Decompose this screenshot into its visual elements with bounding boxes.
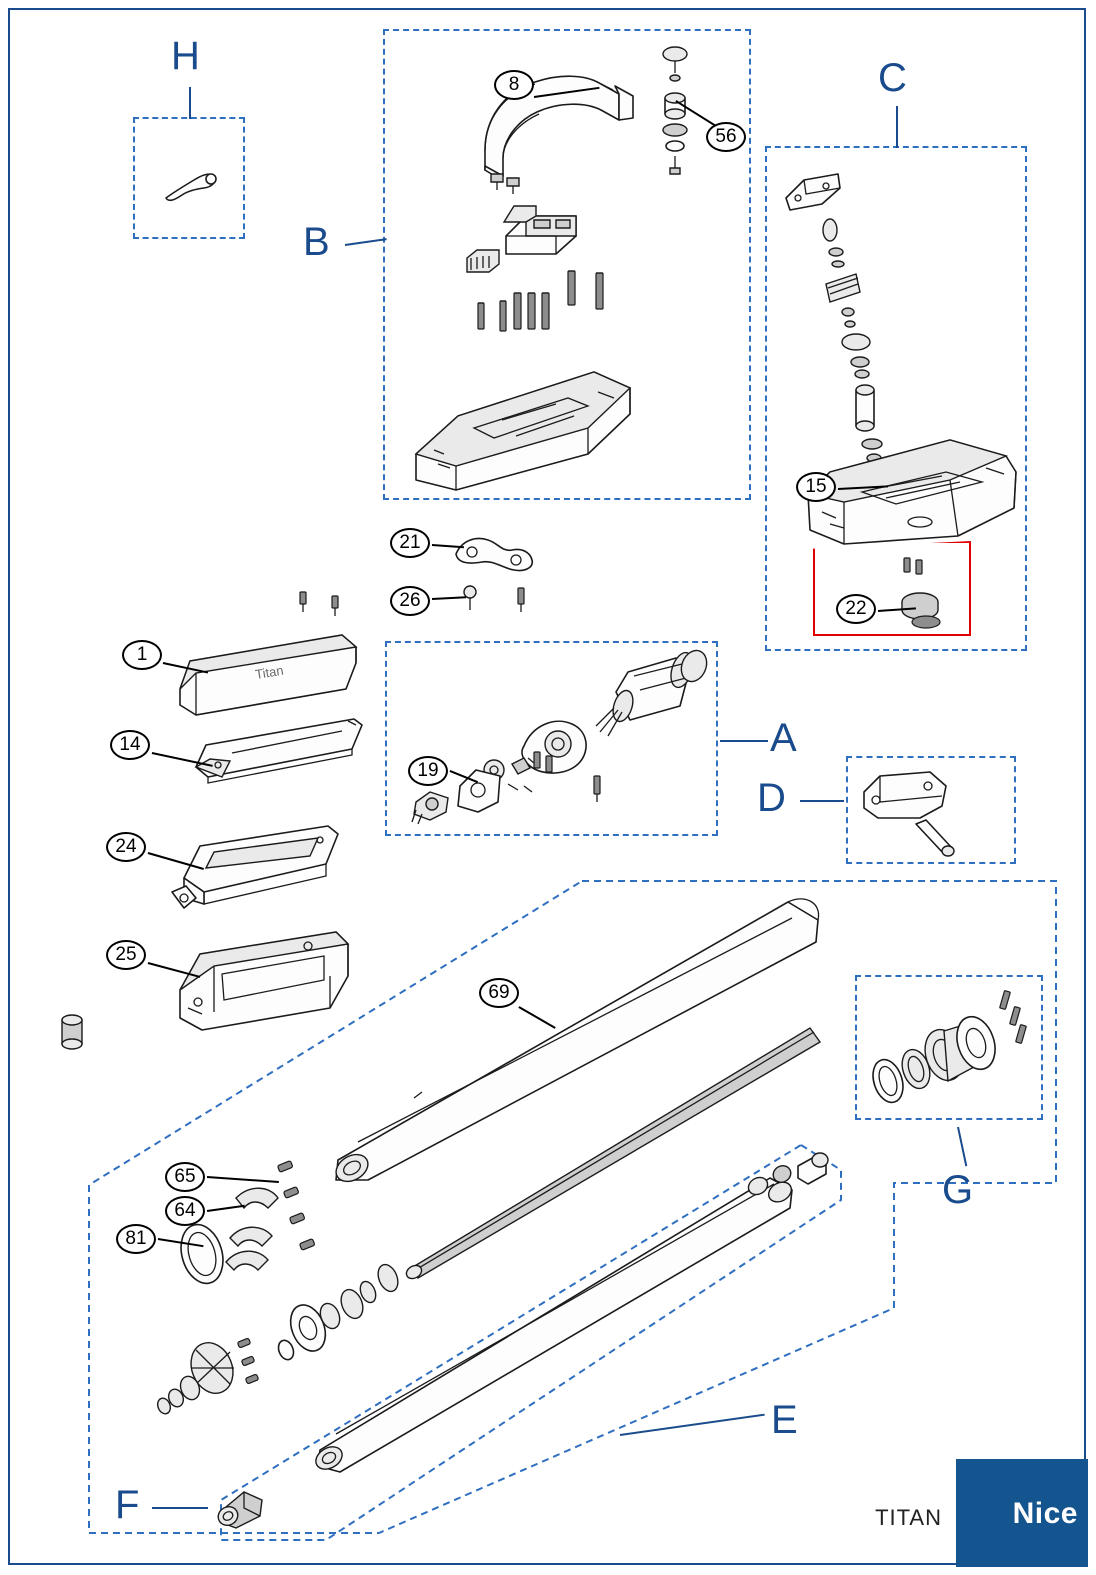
callout-14: 14 (110, 730, 150, 760)
callout-19: 19 (408, 756, 448, 786)
brand-name: Nice (1012, 1497, 1078, 1530)
part-c-bracket (782, 170, 844, 216)
part-h-clip (158, 162, 224, 210)
leader-d (800, 800, 844, 802)
leader-h (189, 87, 191, 119)
part-1-screws (296, 588, 352, 618)
part-a-screws (588, 772, 616, 808)
part-b-screws-small (489, 170, 525, 202)
part-14-plate (172, 703, 372, 797)
part-19-connector (406, 782, 460, 828)
group-label-a: A (770, 716, 797, 760)
part-b-control-unit (500, 200, 584, 260)
part-a-motor (594, 648, 710, 744)
callout-15: 15 (796, 472, 836, 502)
part-a-bracket-plate (452, 762, 508, 820)
part-b-screw-set (470, 265, 620, 335)
part-e-bearing-cluster (260, 1258, 420, 1388)
leader-c (896, 106, 898, 148)
part-b-plug-assembly (657, 46, 703, 176)
part-21-lever (450, 528, 538, 576)
part-26-pin (460, 580, 546, 616)
part-bushing-small (56, 1010, 90, 1056)
part-c-cap-22 (896, 588, 948, 632)
callout-22: 22 (836, 594, 876, 624)
leader-f (152, 1507, 208, 1509)
callout-8: 8 (494, 70, 534, 100)
callout-65: 65 (165, 1162, 205, 1192)
product-name: TITAN (875, 1505, 942, 1530)
callout-1: 1 (122, 640, 162, 670)
part-e-coupler-set (740, 1148, 830, 1212)
group-label-c: C (878, 56, 907, 100)
callout-81: 81 (116, 1224, 156, 1254)
part-b-base-chassis (398, 358, 638, 496)
callout-64: 64 (165, 1196, 205, 1226)
part-f-endcap (210, 1478, 272, 1534)
callout-21: 21 (390, 528, 430, 558)
group-label-g: G (942, 1168, 974, 1212)
part-65-keys (270, 1155, 340, 1265)
leader-a (720, 740, 768, 742)
callout-24: 24 (106, 832, 146, 862)
part-c-screws-22 (900, 556, 930, 580)
callout-56: 56 (706, 122, 746, 152)
svg-text:Titan: Titan (254, 662, 285, 682)
group-label-d: D (757, 776, 786, 820)
part-d-bracket (856, 762, 960, 858)
group-label-h: H (171, 34, 200, 78)
group-label-f: F (115, 1483, 140, 1527)
callout-25: 25 (106, 940, 146, 970)
callout-69: 69 (479, 978, 519, 1008)
group-label-b: B (303, 220, 330, 264)
group-label-e: E (771, 1398, 798, 1442)
callout-26: 26 (390, 586, 430, 616)
part-e-pinion-gear (150, 1330, 280, 1420)
part-g-bearing-stack (866, 985, 1036, 1115)
